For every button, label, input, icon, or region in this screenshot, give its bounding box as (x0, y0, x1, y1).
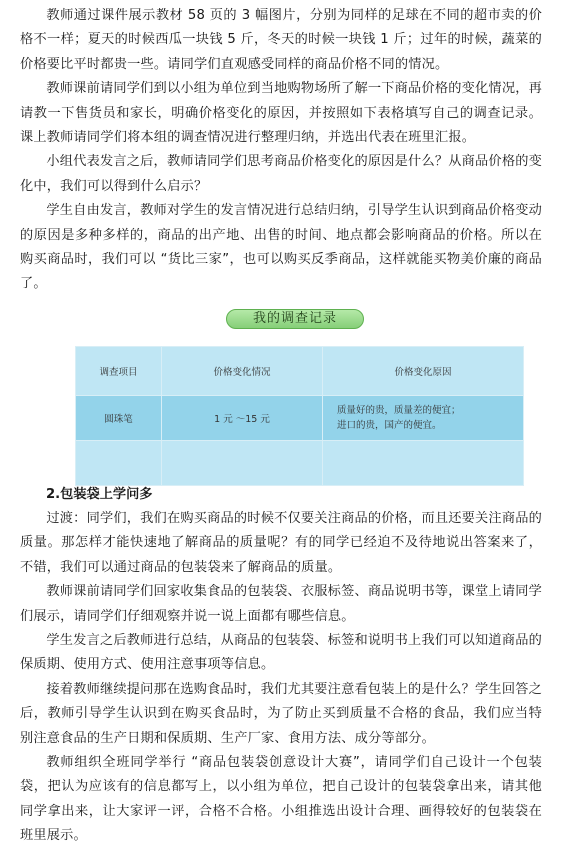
paragraph-transition: 过渡：同学们，我们在购买商品的时候不仅要关注商品的价格，而且还要关注商品的质量。那怎样才能快速地了解商品的质量呢？有的同学已经迫不及待地说出答案来了，不错，我们可以通过商品的包装袋来了解商品的质量。 (20, 510, 542, 575)
header-price-change: 价格变化情况 (162, 346, 323, 395)
paragraph-survey-task: 教师课前请同学们到以小组为单位到当地购物场所了解一下商品价格的变化情况，再请教一下售货员和家长，明确价格变化的原因，并按照如下表格填写自己的调查记录。课上教师请同学们将本组的调查情况进行整理归纳，并选出代表在班里汇报。 (20, 81, 542, 146)
paragraph-design-contest: 教师组织全班同学举行 “商品包装袋创意设计大赛”，请同学们自己设计一个包装袋，把认为应该有的信息都写上，以小组为单位，把自己设计的包装袋拿出来，请其他同学拿出来，让大家评一评，合格不合格。小组推选出设计合理、画得较好的包装袋在班里展示。 (20, 754, 542, 844)
cell-change-reason (323, 395, 524, 440)
reason-line: 质量好的贵，质量差的便宜； (337, 404, 461, 416)
header-survey-item: 调查项目 (76, 346, 162, 395)
paragraph-summary: 学生自由发言，教师对学生的发言情况进行总结归纳，引导学生认识到商品价格变动的原因是多种多样的，商品的出产地、出售的时间、地点都会影响商品的价格。所以在购买商品时，我们可以 “货比三家”，也可以购买反季商品，这样就能买物美价廉的商品了。 (20, 203, 542, 292)
survey-record-title: 我的调查记录 (226, 309, 364, 329)
paragraph-packaging-summary: 学生发言之后教师进行总结，从商品的包装袋、标签和说明书上我们可以知道商品的保质期、使用方式、使用注意事项等信息。 (20, 632, 542, 673)
paragraph-reflection-question: 小组代表发言之后，教师请同学们思考商品价格变化的原因是什么？从商品价格的变化中，我们可以得到什么启示？ (20, 154, 542, 194)
cell-empty (323, 440, 524, 485)
survey-record-table (75, 346, 524, 486)
survey-record-figure (20, 297, 542, 483)
table-row (76, 395, 524, 440)
cell-price-change: 1 元 ～15 元 (162, 395, 323, 440)
header-change-reason: 价格变化原因 (323, 346, 524, 395)
table-row-empty (76, 440, 524, 485)
survey-header-row (76, 346, 524, 395)
reason-line: 进口的贵，国产的便宜。 (337, 419, 442, 431)
paragraph-packaging-collection: 教师课前请同学们回家收集食品的包装袋、衣服标签、商品说明书等，课堂上请同学们展示，请同学们仔细观察并说一说上面都有哪些信息。 (20, 584, 542, 624)
cell-empty (162, 440, 323, 485)
cell-empty (76, 440, 162, 485)
cell-item: 圆珠笔 (76, 395, 162, 440)
paragraph-courseware-intro: 教师通过课件展示教材 58 页的 3 幅图片，分别为同样的足球在不同的超市卖的价格不一样；夏天的时候西瓜一块钱 5 斤，冬天的时候一块钱 1 斤；过年的时候，蔬菜的价格要比平时都贵一些。请同学们直观感受同样的商品价格不同的情况。 (20, 8, 542, 72)
paragraph-food-selection: 接着教师继续提问那在选购食品时，我们尤其要注意看包装上的是什么？学生回答之后，教师引导学生认识到在购买食品时，为了防止买到质量不合格的食品，我们应当特别注意食品的生产日期和保质期、生产厂家、食用方法、成分等部分。 (20, 681, 542, 746)
section-heading: 2.包装袋上学问多 (46, 486, 153, 502)
